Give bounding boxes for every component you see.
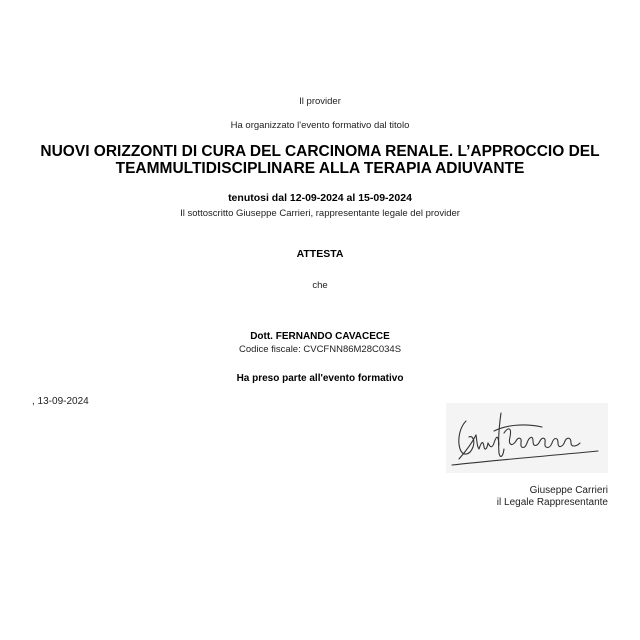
signer-block: [497, 485, 608, 509]
recipient-fiscal-code: Codice fiscale: CVCFNN86M28C034S: [238, 344, 402, 355]
signatory-statement: Il sottoscritto Giuseppe Carrieri, rappresentante legale del provider: [180, 208, 460, 219]
place-date: , 13-09-2024: [32, 396, 89, 407]
event-title-line-1: NUOVI ORIZZONTI DI CURA DEL CARCINOMA RENALE. L’APPROCCIO DEL: [40, 143, 600, 160]
event-title: [10, 143, 630, 177]
signature-image: [446, 403, 608, 473]
provider-label: Il provider: [299, 96, 341, 107]
attesta-heading: ATTESTA: [296, 248, 344, 260]
che-label: che: [312, 280, 328, 291]
handwritten-signature: [446, 403, 608, 473]
recipient-name: Dott. FERNANDO CAVACECE: [250, 331, 390, 342]
participation-statement: Ha preso parte all'evento formativo: [236, 373, 404, 384]
signer-role: il Legale Rappresentante: [496, 497, 608, 508]
organized-event-label: Ha organizzato l'evento formativo dal titolo: [230, 120, 410, 131]
event-title-line-2: TEAMMULTIDISCIPLINARE ALLA TERAPIA ADIUVANTE: [115, 160, 525, 177]
event-dates: tenutosi dal 12-09-2024 al 15-09-2024: [228, 192, 412, 204]
signer-name: Giuseppe Carrieri: [529, 485, 608, 496]
